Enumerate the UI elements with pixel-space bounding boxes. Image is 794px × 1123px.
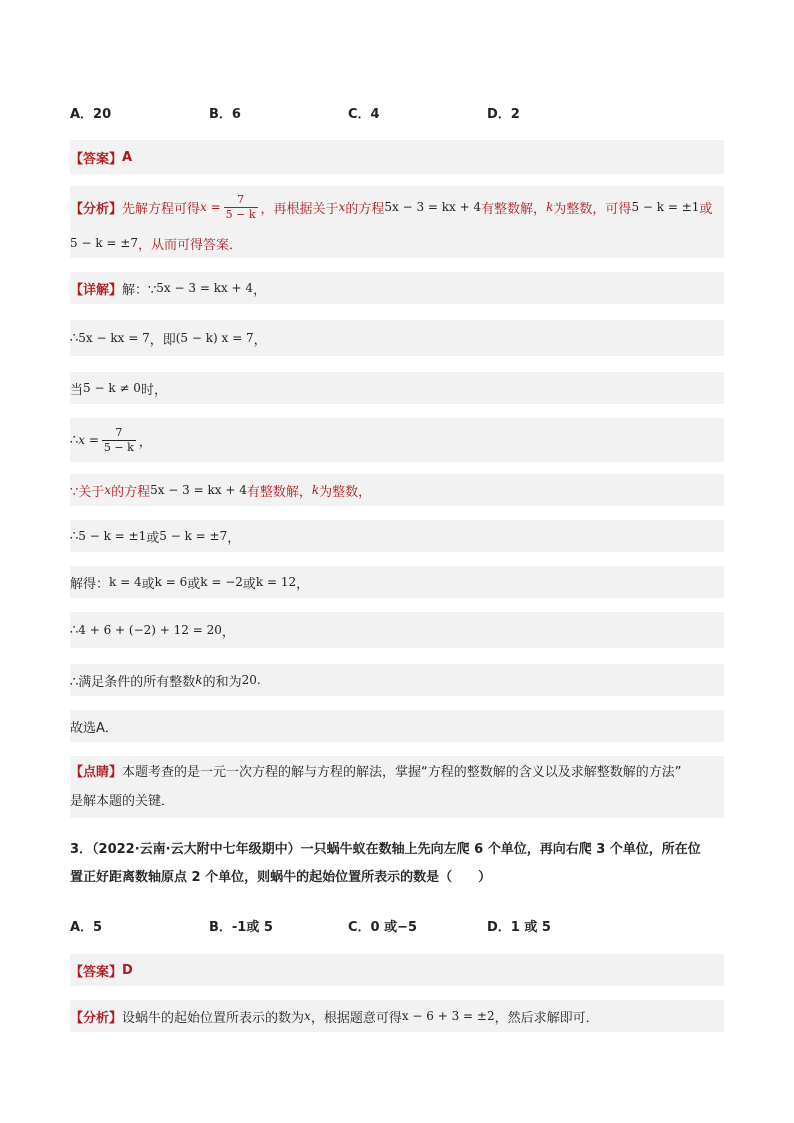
q3-line-1: 3．（2022·云南·云大附中七年级期中）一只蜗牛蚁在数轴上先向左爬 6 个单位，再向右爬 3 个单位，所在位 (70, 842, 701, 857)
analysis-math-3: 5x − 3 = kx + 4 (384, 200, 482, 214)
analysis-text-2: ，再根据关于 (260, 201, 339, 217)
q2-option-c: C．4 (348, 106, 380, 122)
detail-line-2 (70, 320, 724, 356)
detail-tag: 【详解】 (70, 282, 123, 298)
comment-line-1 (70, 758, 682, 788)
analysis-math-4: k (546, 200, 554, 214)
analysis-text-6: 或 (699, 201, 713, 217)
answer-tag: 【答案】 (70, 151, 123, 167)
detail-line9-b: 的和为 (202, 674, 242, 690)
detail-line5-m3: k (311, 483, 320, 497)
comment-line-2 (70, 788, 174, 816)
q3-analysis-math-2: x − 6 + 3 = ±2 (401, 1009, 495, 1023)
analysis-fraction (224, 193, 258, 222)
detail-line10: 故选A． (70, 720, 118, 736)
detail-line7-d: 或 (242, 576, 256, 592)
detail-line6-a: ∴ (70, 528, 79, 544)
detail-line5-b: 的方程 (111, 484, 151, 500)
q3-analysis-text-2: ，根据题意可得 (310, 1010, 402, 1026)
detail-line2-end: ， (253, 332, 267, 348)
detail-line6-m1: 5 − k = ±1 (78, 529, 147, 543)
detail-line2-b: ，即 (149, 332, 176, 348)
detail-line7-m3: k = −2 (200, 575, 243, 589)
detail-line7-m2: k = 6 (154, 575, 188, 589)
detail-line7-m4: k = 12 (255, 575, 297, 589)
detail-line8-a: ∴ (70, 622, 79, 638)
q3-option-d: D．1 或 5 (487, 919, 551, 935)
detail-line2-math2: (5 − k) x = 7 (175, 331, 254, 345)
analysis-text-3: 的方程 (345, 201, 385, 217)
detail-line7-m1: k = 4 (109, 575, 142, 589)
detail-line7-a: 解得： (70, 576, 110, 592)
analysis-math-6: 5 − k = ±7 (70, 236, 138, 250)
detail-line-5 (70, 474, 724, 506)
detail-line4-end: ， (138, 434, 152, 450)
q3-answer-tag: 【答案】 (70, 964, 123, 980)
q2-option-d: D．2 (487, 106, 520, 122)
q3-analysis-math-1: x (304, 1009, 311, 1023)
detail-line5-m1: x (104, 483, 112, 497)
detail-line2-math: 5x − kx = 7 (78, 331, 150, 345)
detail-line8-math: 4 + 6 + (−2) + 12 = 20 (78, 623, 222, 637)
q3-answer-value: D (122, 962, 133, 978)
q3-option-c: C．0 或−5 (348, 919, 418, 935)
comment-text-2: 是解本题的关键． (70, 794, 175, 809)
detail-fraction (102, 426, 136, 455)
comment-text-1: 本题考查的是一元一次方程的解与方程的解法，掌握“方程的整数解的含义以及求解整数解的方法” (122, 765, 682, 780)
detail-line9-a: ∴满足条件的所有整数 (70, 674, 196, 690)
detail-line1-end: ， (253, 282, 267, 298)
detail-line5-c: 有整数解， (246, 484, 312, 500)
detail-line3-a: 当 (70, 382, 84, 398)
q3-analysis-line (70, 1000, 724, 1032)
q3-option-b: B．-1或 5 (209, 919, 273, 935)
detail-line4-math: x = (78, 433, 99, 447)
detail-line3-b: 时， (140, 382, 167, 398)
analysis-text-4: 有整数解， (481, 201, 547, 217)
detail-fraction-denominator: 5 − k (103, 440, 134, 454)
detail-line-1 (70, 272, 724, 304)
analysis-text-7: ，从而可得答案． (137, 237, 242, 253)
q3-analysis-tag: 【分析】 (70, 1010, 123, 1026)
detail-line1-text: 解：∵ (122, 282, 157, 298)
analysis-math-5: 5 − k = ±1 (631, 200, 700, 214)
detail-line6-m2: 5 − k = ±7 (159, 529, 228, 543)
detail-fraction-numerator: 7 (115, 425, 123, 439)
detail-line3-math: 5 − k ≠ 0 (83, 381, 141, 395)
detail-line-6 (70, 520, 724, 552)
q2-option-a: A．20 (70, 106, 112, 122)
answer-line (70, 140, 724, 174)
detail-line-9 (70, 664, 724, 696)
detail-line5-d: 为整数， (319, 484, 372, 500)
analysis-math-1: x = (200, 200, 221, 214)
analysis-line-1 (70, 186, 724, 228)
q2-options (70, 101, 724, 123)
detail-line-3 (70, 372, 724, 404)
detail-line9-v: 20. (241, 673, 261, 687)
fraction-numerator: 7 (237, 192, 245, 206)
detail-line4-a: ∴ (70, 432, 79, 448)
analysis-tag: 【分析】 (70, 201, 123, 217)
comment-tag: 【点睛】 (70, 765, 123, 780)
q3-analysis-text-1: 设蜗牛的起始位置所表示的数为 (122, 1010, 305, 1026)
q2-option-b: B．6 (209, 106, 241, 122)
analysis-text-1: 先解方程可得 (122, 201, 201, 217)
analysis-math-2: x (338, 200, 346, 214)
detail-line8-end: ， (221, 624, 235, 640)
detail-line7-b: 或 (141, 576, 155, 592)
detail-line1-math: 5x − 3 = kx + 4 (156, 281, 254, 295)
q3-analysis-text-3: ，然后求解即可． (494, 1010, 599, 1026)
detail-line7-end: ， (296, 576, 310, 592)
q3-line-2: 置正好距离数轴原点 2 个单位，则蜗牛的起始位置所表示的数是（ ） (70, 870, 492, 885)
analysis-text-5: 为整数，可得 (553, 201, 632, 217)
detail-line2-a: ∴ (70, 330, 79, 346)
question-3 (70, 836, 724, 892)
detail-line6-end: ， (227, 530, 241, 546)
detail-line-7 (70, 566, 724, 598)
comment-block (70, 756, 724, 818)
detail-line-8 (70, 612, 724, 648)
q3-answer-line (70, 954, 724, 986)
q3-options (70, 914, 724, 936)
q3-option-a: A．5 (70, 919, 103, 935)
detail-line5-a: ∵关于 (70, 484, 105, 500)
answer-value: A (122, 149, 133, 165)
detail-line7-c: 或 (187, 576, 201, 592)
detail-line-10 (70, 710, 724, 742)
detail-line6-b: 或 (146, 530, 160, 546)
detail-line9-m: k (195, 673, 203, 687)
fraction-denominator: 5 − k (225, 207, 256, 221)
detail-line5-m2: 5x − 3 = kx + 4 (150, 483, 247, 497)
detail-line-4 (70, 418, 724, 462)
analysis-line-2 (70, 228, 724, 258)
